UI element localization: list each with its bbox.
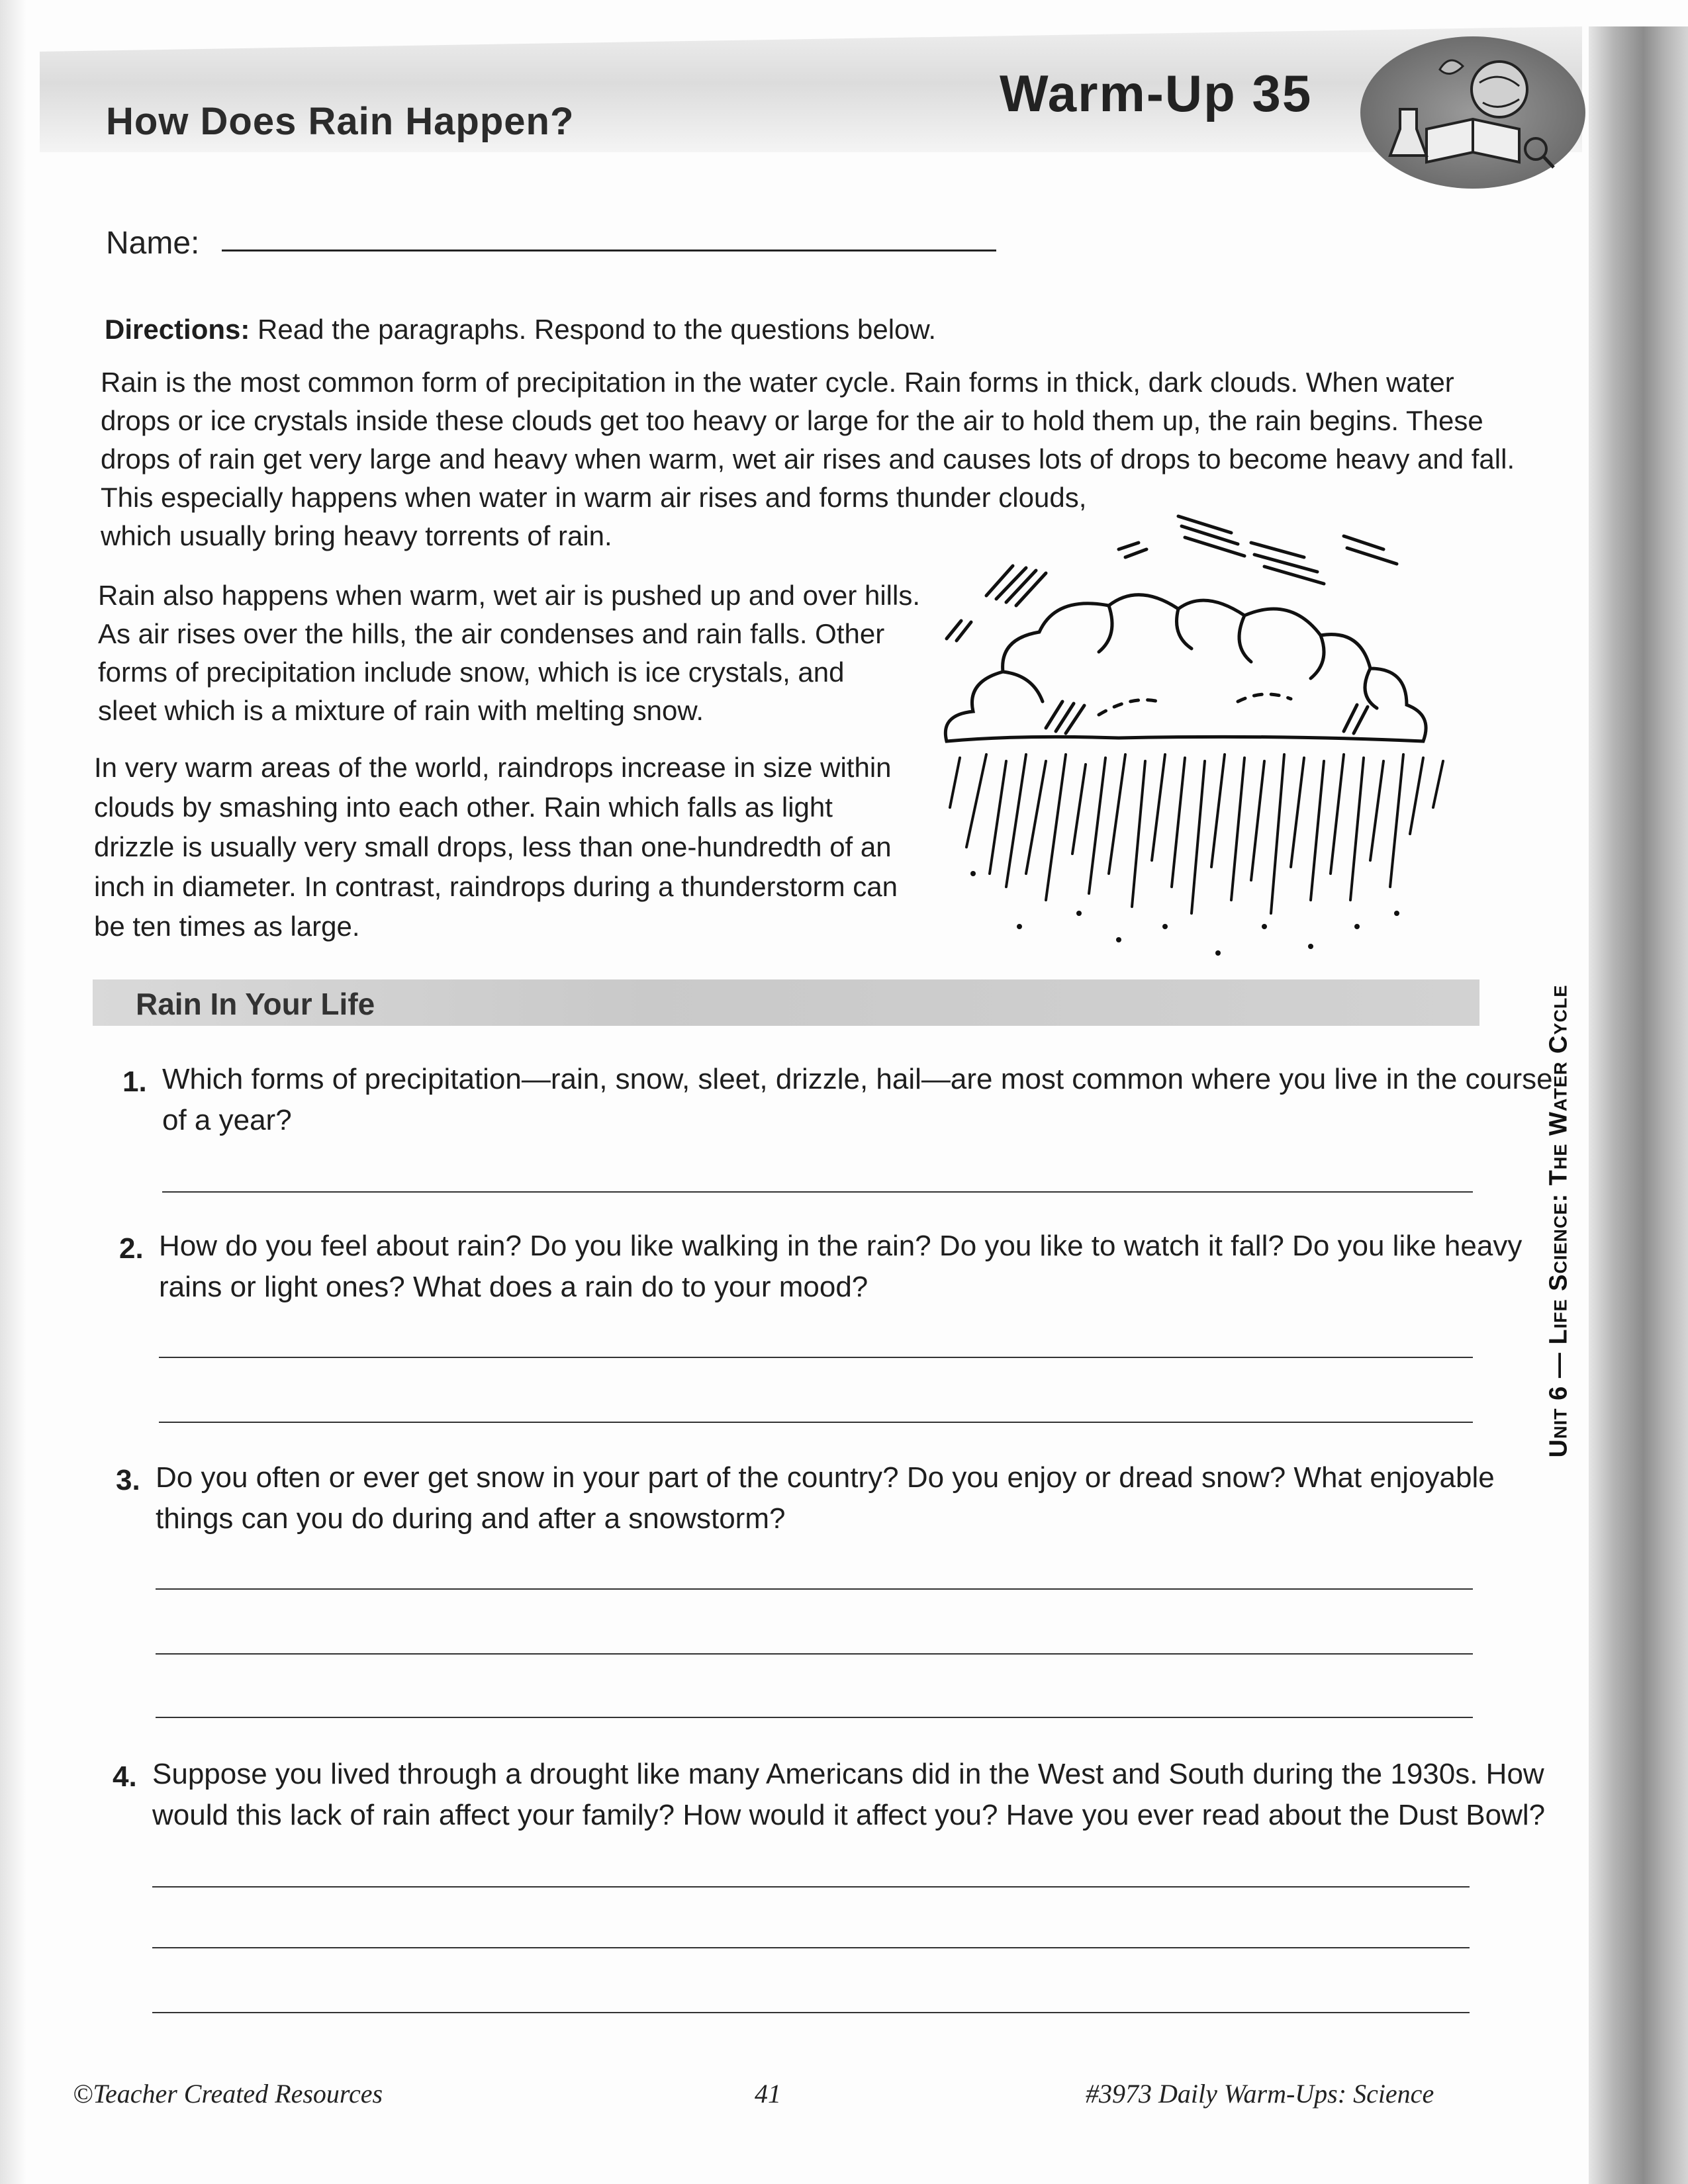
directions-text: Read the paragraphs. Respond to the questions below. — [258, 314, 937, 345]
question-3-answer-line-3[interactable] — [156, 1717, 1473, 1718]
question-4-number: 4. — [113, 1760, 137, 1793]
question-1-number: 1. — [122, 1066, 147, 1098]
question-1-line-1: Which forms of precipitation—rain, snow, sleet, drizzle, hail—are most common where you live in the course — [162, 1063, 1553, 1095]
question-4-line-1: Suppose you lived through a drought like many Americans did in the West and South during the 1930s. How — [152, 1758, 1544, 1790]
directions-label: Directions: — [105, 314, 250, 345]
warmup-number: Warm-Up 35 — [1000, 64, 1313, 122]
unit-side-label: Unit 6 — Life Science: The Water Cycle — [1544, 984, 1573, 1458]
question-3-answer-line-2[interactable] — [156, 1653, 1473, 1655]
question-2-answer-line-1[interactable] — [159, 1357, 1473, 1358]
question-3-line-2: things can you do during and after a snowstorm? — [156, 1502, 786, 1535]
question-2-answer-line-2[interactable] — [159, 1422, 1473, 1423]
paragraph-3-line-1: In very warm areas of the world, raindrops increase in size within — [94, 752, 892, 783]
paragraph-2-line-3: forms of precipitation include snow, which is ice crystals, and — [98, 657, 845, 688]
paragraph-1-line-4: This especially happens when water in warm air rises and forms thunder clouds, — [101, 482, 1087, 513]
paragraph-2-line-2: As air rises over the hills, the air condenses and rain falls. Other — [98, 618, 885, 649]
question-3-number: 3. — [116, 1464, 140, 1496]
question-3-answer-line-1[interactable] — [156, 1588, 1473, 1590]
question-3-line-1: Do you often or ever get snow in your part of the country? Do you enjoy or dread snow? What enjoyable — [156, 1461, 1495, 1494]
name-label: Name: — [106, 226, 200, 261]
section-title: Rain In Your Life — [136, 987, 375, 1021]
page-left-shadow — [0, 0, 26, 2184]
paragraph-3-line-4: inch in diameter. In contrast, raindrops during a thunderstorm can — [94, 871, 898, 902]
question-2-line-1: How do you feel about rain? Do you like walking in the rain? Do you like to watch it fall? Do you like heavy — [159, 1230, 1523, 1262]
paragraph-1-line-3: drops of rain get very large and heavy when warm, wet air rises and causes lots of drops to become heavy and fall. — [101, 443, 1515, 475]
science-book-globe-icon — [1387, 50, 1559, 175]
paragraph-3-line-5: be ten times as large. — [94, 911, 360, 942]
paragraph-1-line-1: Rain is the most common form of precipitation in the water cycle. Rain forms in thick, dark clouds. When water — [101, 367, 1454, 398]
question-4-answer-line-3[interactable] — [152, 2012, 1470, 2013]
question-4-answer-line-2[interactable] — [152, 1947, 1470, 1948]
paragraph-1-line-5: which usually bring heavy torrents of rain. — [101, 520, 612, 551]
question-4-answer-line-1[interactable] — [152, 1886, 1470, 1888]
footer-book-title: #3973 Daily Warm-Ups: Science — [1086, 2079, 1434, 2109]
paragraph-3-line-3: drizzle is usually very small drops, less than one-hundredth of an — [94, 831, 892, 862]
question-1-line-2: of a year? — [162, 1104, 292, 1136]
question-2-line-2: rains or light ones? What does a rain do to your mood? — [159, 1271, 868, 1303]
science-badge — [1360, 36, 1585, 189]
question-4-line-2: would this lack of rain affect your family? How would it affect you? Have you ever read about the Dust Bowl? — [152, 1799, 1546, 1831]
name-field[interactable] — [222, 250, 996, 251]
footer-publisher: ©Teacher Created Resources — [73, 2079, 383, 2109]
page-title: How Does Rain Happen? — [106, 100, 575, 143]
question-2-number: 2. — [119, 1232, 144, 1265]
rain-cloud-illustration — [920, 503, 1489, 966]
paragraph-2-line-4: sleet which is a mixture of rain with melting snow. — [98, 695, 704, 726]
directions — [105, 310, 936, 349]
paragraph-3-line-2: clouds by smashing into each other. Rain which falls as light — [94, 792, 833, 823]
binding-edge — [1589, 26, 1688, 2184]
footer-page-number: 41 — [755, 2079, 781, 2109]
question-1-answer-line-1[interactable] — [162, 1191, 1473, 1193]
paragraph-2-line-1: Rain also happens when warm, wet air is pushed up and over hills. — [98, 580, 921, 611]
paragraph-1-line-2: drops or ice crystals inside these clouds get too heavy or large for the air to hold them up, the rain begins. These — [101, 405, 1483, 436]
